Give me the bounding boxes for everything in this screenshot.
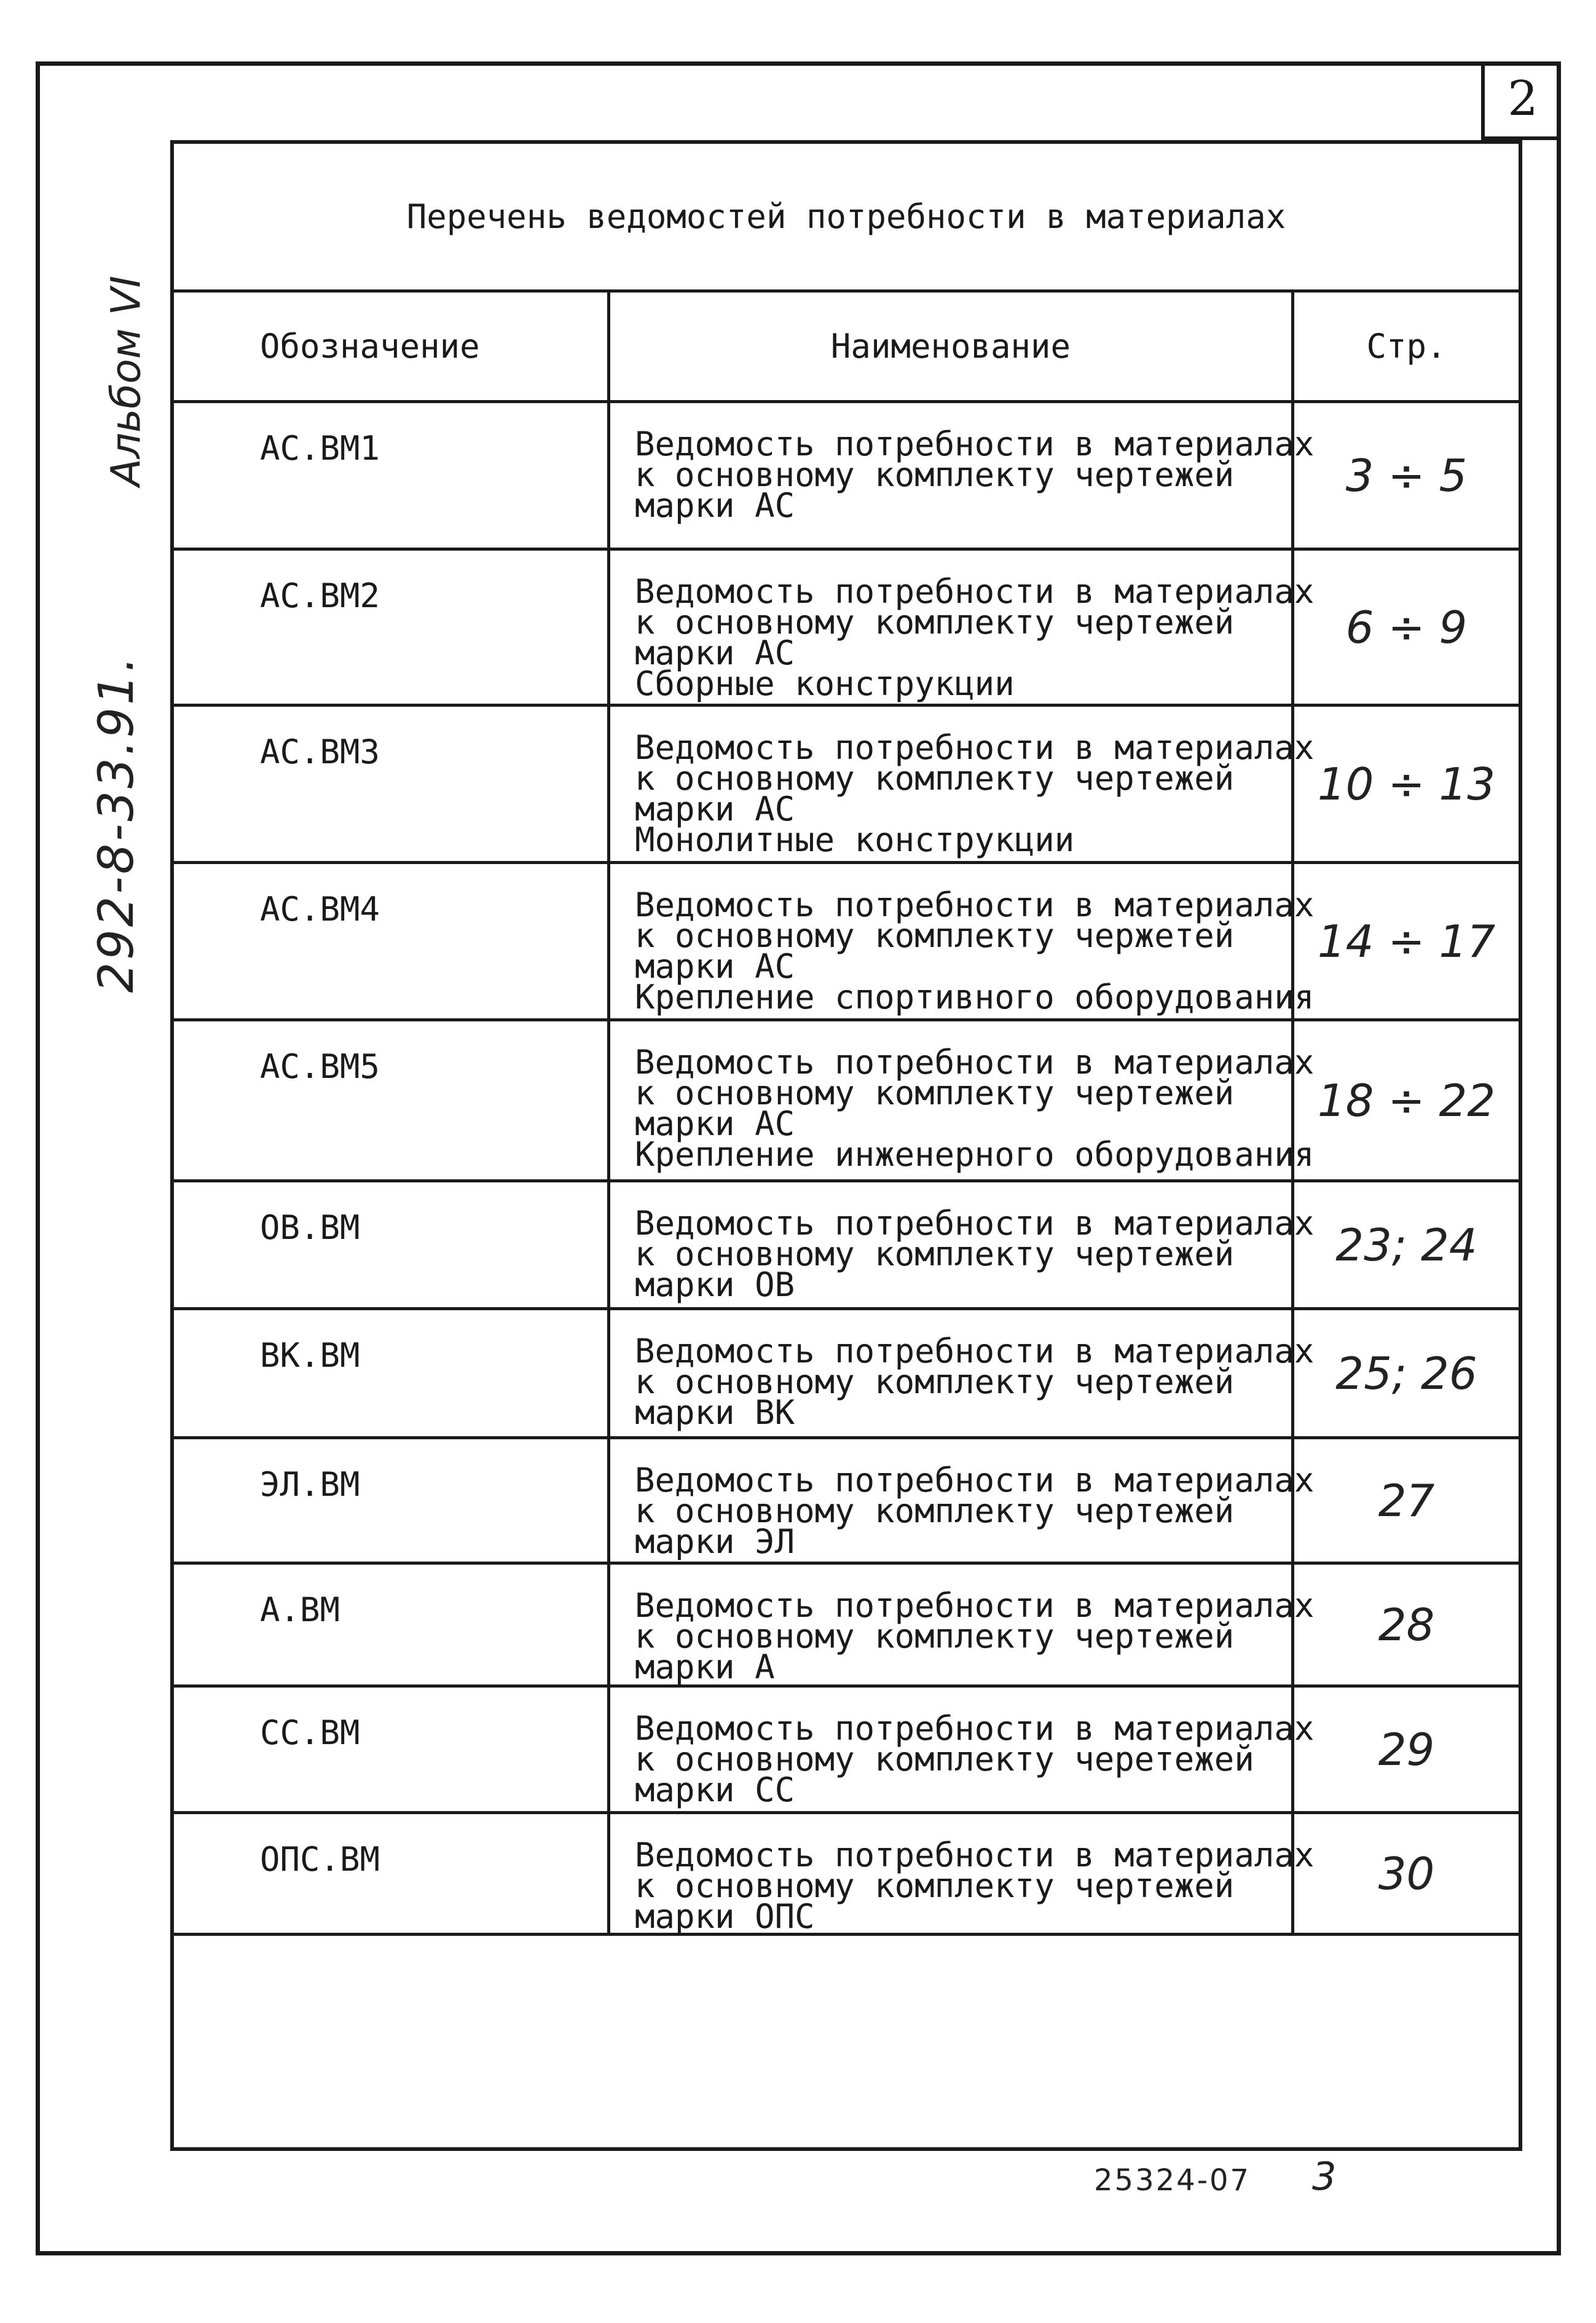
row-name-line: Ведомость потребности в материалах: [635, 1461, 1315, 1500]
row-name-line: к основному комплекту чержетей: [635, 916, 1235, 955]
row-name-line: к основному комплекту чертежей: [635, 759, 1235, 798]
table-row: [174, 707, 1519, 864]
row-name-line: Ведомость потребности в материалах: [635, 1204, 1315, 1243]
row-name: [635, 1709, 1315, 1809]
row-name-line: к основному комплекту чертежей: [635, 1492, 1235, 1530]
row-name-line: марки А: [635, 1648, 775, 1686]
row-code: СС.ВМ: [260, 1713, 360, 1752]
row-page: 18 ÷ 22: [1317, 1074, 1496, 1126]
row-page: 27: [1378, 1474, 1435, 1527]
table-header-row: [174, 293, 1519, 403]
row-page: 29: [1378, 1723, 1435, 1775]
row-name-line: марки ЭЛ: [635, 1522, 795, 1561]
album-label: Альбом VI: [102, 275, 150, 487]
row-name-line: к основному комплекту чертежей: [635, 455, 1235, 494]
row-name-line: Ведомость потребности в материалах: [635, 1836, 1315, 1874]
table-row: [174, 1814, 1519, 1936]
table-row: [174, 1021, 1519, 1182]
row-name-line: Ведомость потребности в материалах: [635, 728, 1315, 767]
row-name-line: марки ОВ: [635, 1265, 795, 1304]
row-code: ЭЛ.ВМ: [260, 1465, 360, 1504]
row-name-line: Монолитные конструкции: [635, 820, 1075, 859]
project-code-label: 292-8-33.91.: [89, 654, 144, 993]
row-name-line: Ведомость потребности в материалах: [635, 1043, 1315, 1082]
row-page: 28: [1378, 1598, 1435, 1651]
row-code: АС.ВМ2: [260, 576, 380, 615]
table-row: [174, 864, 1519, 1021]
table-row: [174, 1182, 1519, 1310]
row-name-line: Крепление спортивного оборудования: [635, 978, 1315, 1016]
row-name-line: к основному комплекту черетежей: [635, 1740, 1254, 1779]
row-name-line: марки АС: [635, 634, 795, 672]
table-row: [174, 403, 1519, 551]
row-page: 6 ÷ 9: [1345, 601, 1468, 653]
header-name: Наименование: [830, 327, 1071, 366]
footer-doc-number: 25324-07: [1094, 2163, 1251, 2198]
row-name: [635, 886, 1315, 1016]
row-page: 25; 26: [1335, 1347, 1477, 1399]
header-code: Обозначение: [260, 327, 480, 366]
row-name-line: Ведомость потребности в материалах: [635, 1709, 1315, 1748]
row-name-line: Ведомость потребности в материалах: [635, 1586, 1315, 1625]
row-name-line: марки ОПС: [635, 1897, 815, 1936]
row-name: [635, 425, 1315, 525]
row-name-line: к основному комплекту чертежей: [635, 1866, 1235, 1905]
row-name-line: марки АС: [635, 790, 795, 828]
row-page: 10 ÷ 13: [1317, 758, 1496, 810]
row-name-line: марки АС: [635, 947, 795, 986]
row-name-line: Сборные конструкции: [635, 664, 1015, 703]
table-row: [174, 1565, 1519, 1688]
row-name: [635, 1586, 1315, 1686]
row-name: [635, 1332, 1315, 1432]
table-row: [174, 551, 1519, 707]
row-code: ОПС.ВМ: [260, 1840, 380, 1879]
row-name-line: Ведомость потребности в материалах: [635, 1332, 1315, 1370]
row-code: А.ВМ: [260, 1590, 340, 1629]
row-code: ОВ.ВМ: [260, 1208, 360, 1247]
row-name-line: марки АС: [635, 486, 795, 525]
materials-list-table: [170, 140, 1522, 2151]
table-row: [174, 1310, 1519, 1439]
row-code: АС.ВМ5: [260, 1047, 380, 1086]
row-page: 30: [1378, 1847, 1435, 1900]
row-page: 23; 24: [1335, 1219, 1477, 1271]
row-name-line: Ведомость потребности в материалах: [635, 425, 1315, 463]
row-name: [635, 1461, 1315, 1561]
row-name-line: марки ВК: [635, 1393, 795, 1432]
header-page: Стр.: [1366, 327, 1447, 366]
row-name-line: к основному комплекту чертежей: [635, 603, 1235, 642]
row-name-line: Крепление инженерного оборудования: [635, 1135, 1315, 1174]
row-name: [635, 1836, 1315, 1936]
row-name: [635, 1043, 1315, 1174]
row-name-line: марки АС: [635, 1104, 795, 1143]
row-name-line: Ведомость потребности в материалах: [635, 572, 1315, 611]
sheet-number: 2: [1508, 71, 1538, 127]
table-title-row: [174, 144, 1519, 293]
row-name: [635, 728, 1315, 859]
row-name-line: марки СС: [635, 1771, 795, 1809]
row-name: [635, 572, 1315, 703]
row-code: ВК.ВМ: [260, 1336, 360, 1375]
table-row: [174, 1439, 1519, 1565]
table-row: [174, 1688, 1519, 1814]
row-code: АС.ВМ4: [260, 890, 380, 929]
table-title: Перечень ведомостей потребности в материалах: [406, 197, 1286, 236]
row-code: АС.ВМ1: [260, 429, 380, 468]
row-name-line: к основному комплекту чертежей: [635, 1235, 1235, 1273]
row-name-line: к основному комплекту чертежей: [635, 1362, 1235, 1401]
row-name-line: к основному комплекту чертежей: [635, 1074, 1235, 1112]
table-body: [174, 403, 1519, 1936]
row-page: 14 ÷ 17: [1317, 915, 1496, 967]
row-page: 3 ÷ 5: [1345, 449, 1468, 501]
row-name: [635, 1204, 1315, 1304]
sheet-number-box: [1481, 61, 1561, 140]
footer-sheet-number: 3: [1312, 2154, 1337, 2199]
row-code: АС.ВМ3: [260, 733, 380, 771]
row-name-line: Ведомость потребности в материалах: [635, 886, 1315, 924]
row-name-line: к основному комплекту чертежей: [635, 1617, 1235, 1656]
